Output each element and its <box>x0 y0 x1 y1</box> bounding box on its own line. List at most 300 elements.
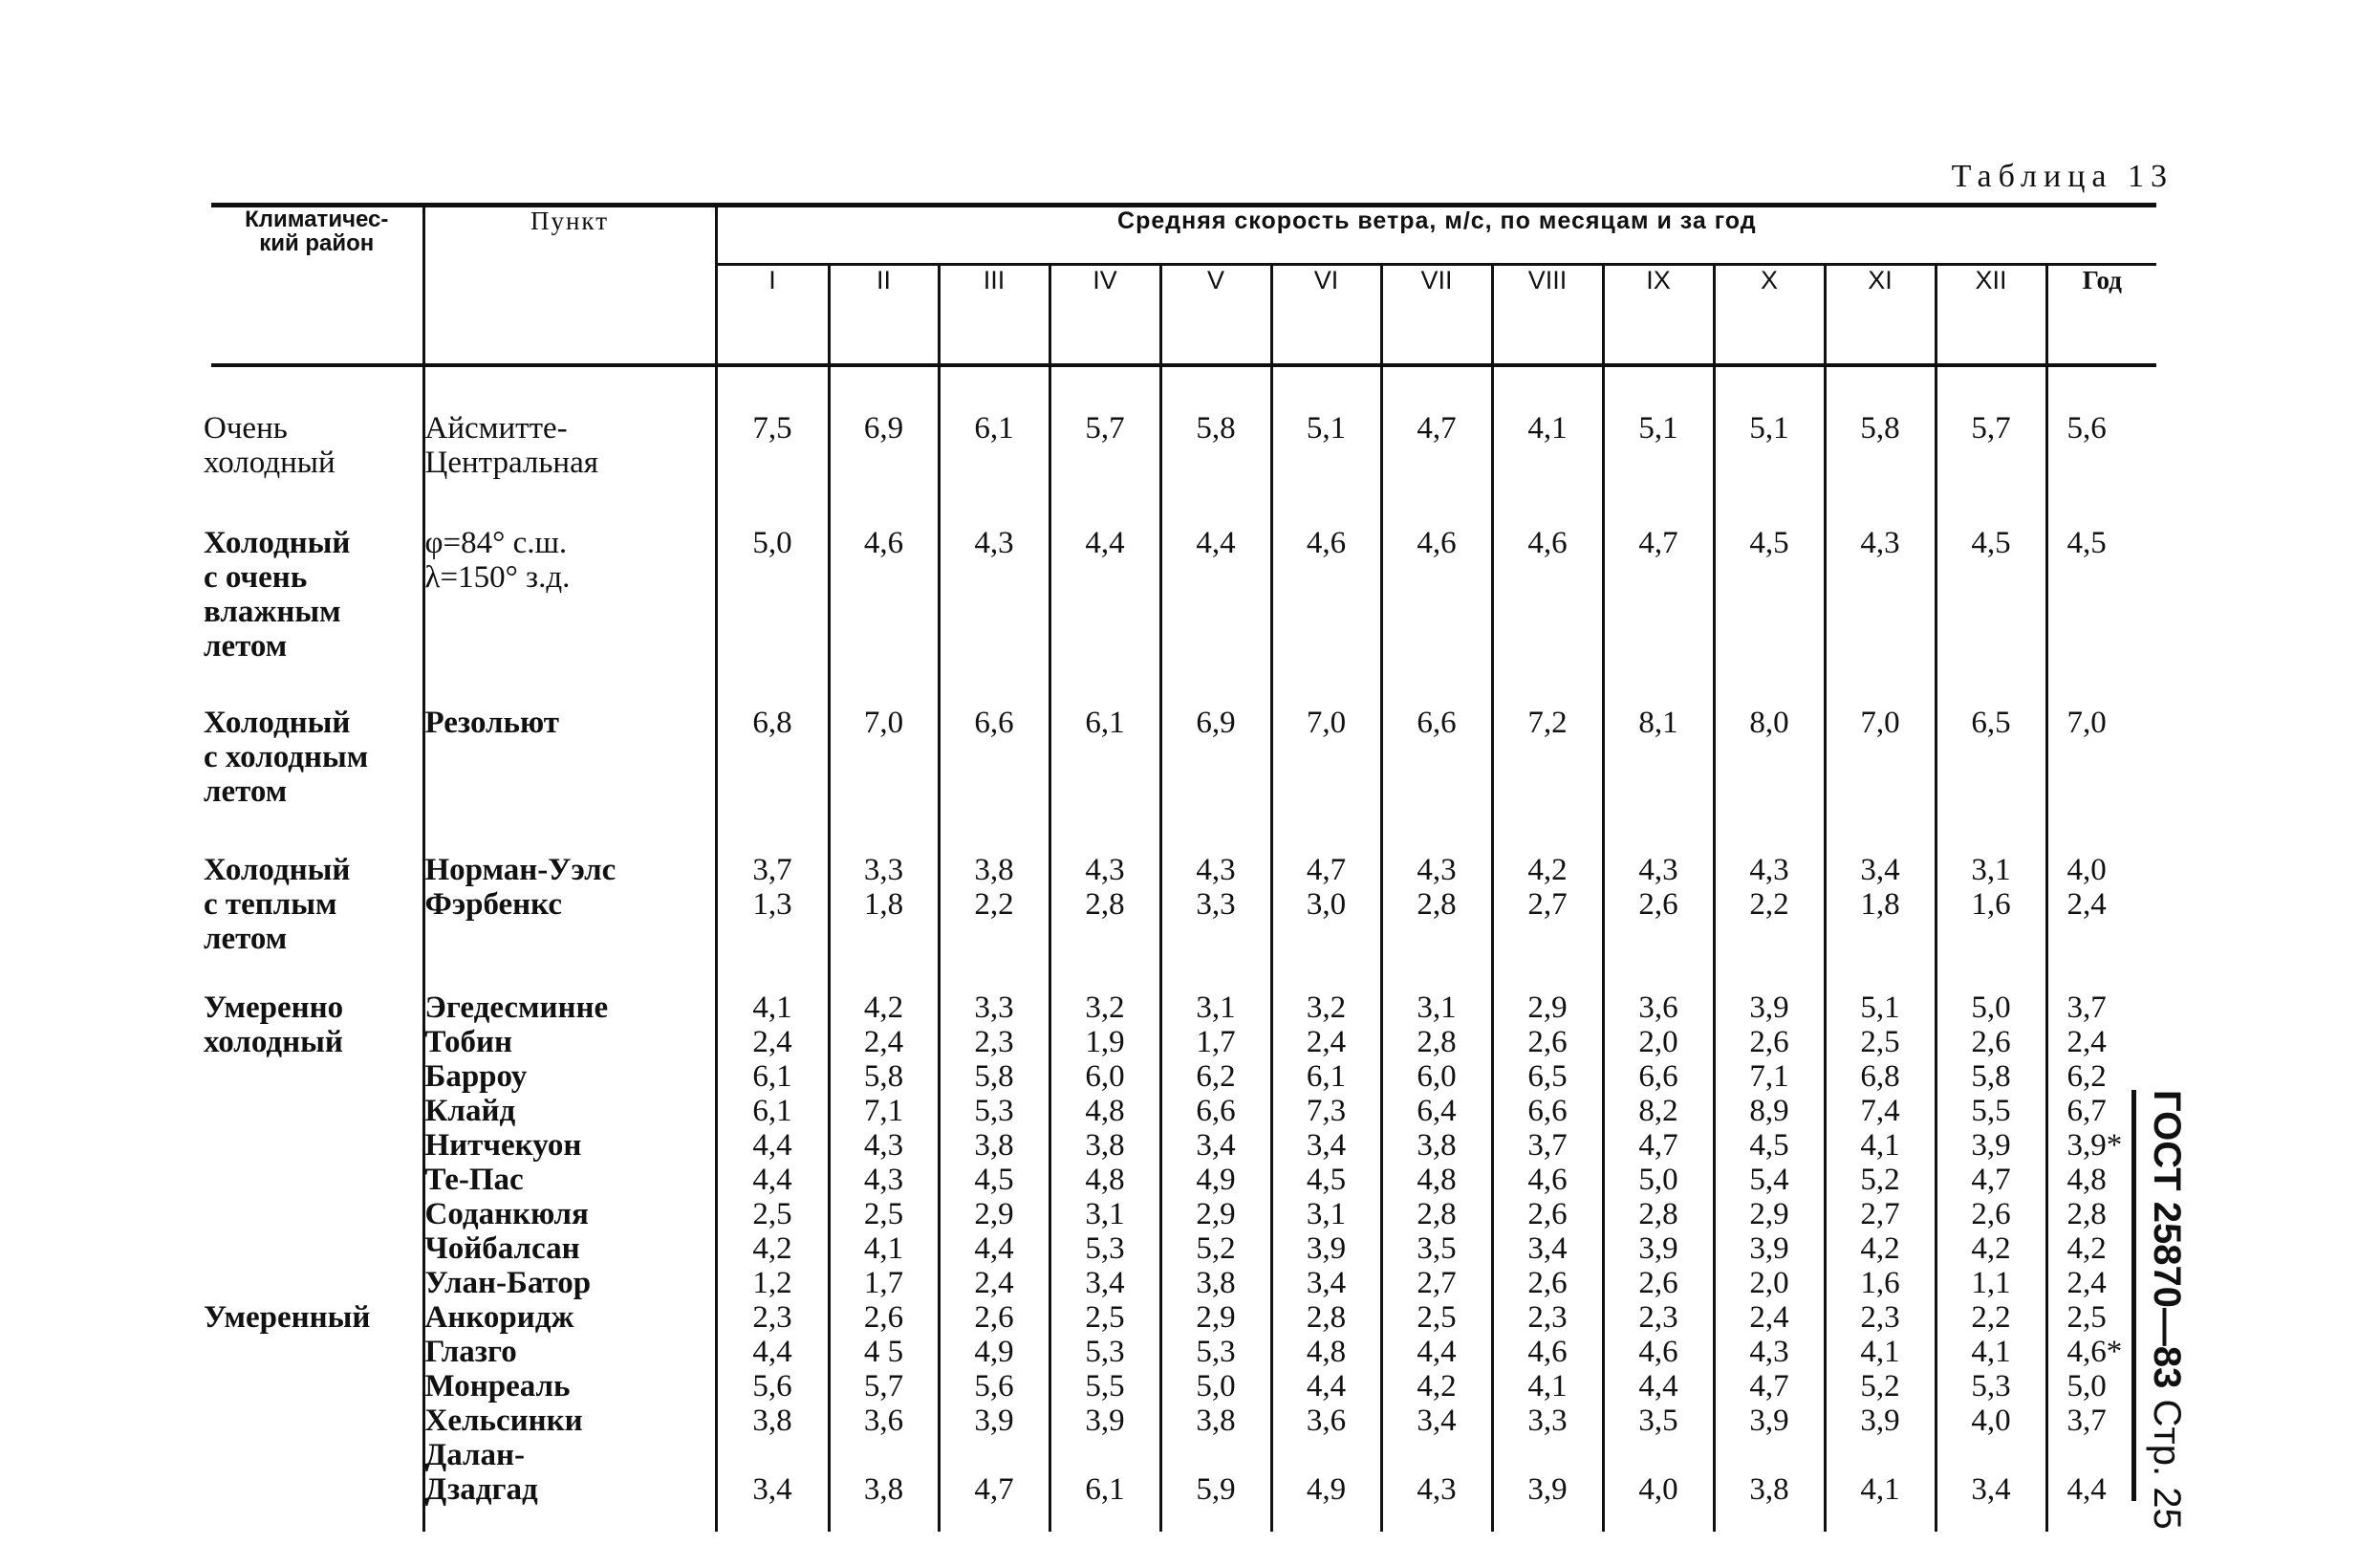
wind-value: 4,6 <box>1527 1163 1568 1197</box>
point-name: Монреаль <box>424 1369 571 1404</box>
value-cell <box>1603 809 1714 956</box>
wind-value: 3,9* <box>2066 1128 2123 1163</box>
value-cell <box>716 956 829 1532</box>
wind-value: 4,3 <box>1417 853 1457 887</box>
region-cell <box>204 365 423 480</box>
wind-value: 4,0 <box>2066 853 2107 887</box>
wind-value: 8,1 <box>1638 706 1678 740</box>
value-cell <box>1603 956 1714 1532</box>
wind-value <box>1162 1438 1270 1472</box>
wind-value: 5,7 <box>863 1369 904 1404</box>
wind-value: 4,4 <box>752 1128 792 1163</box>
wind-value: 1,8 <box>863 887 904 922</box>
wind-value <box>941 1438 1049 1472</box>
header-month: IX <box>1603 265 1714 366</box>
wind-value: 3,1 <box>1085 1197 1125 1231</box>
wind-value: 4,4 <box>752 1163 792 1197</box>
wind-value: 2,5 <box>863 1197 904 1231</box>
wind-value: 6,8 <box>752 706 792 740</box>
wind-value: 3,1 <box>1417 990 1457 1025</box>
wind-value: 2,8 <box>1417 887 1457 922</box>
wind-value: 6,8 <box>1860 1059 1900 1094</box>
wind-value: 3,3 <box>974 990 1014 1025</box>
wind-value: 2,8 <box>1417 1197 1457 1231</box>
wind-value: 5,1 <box>1306 411 1347 446</box>
wind-value: 4,7 <box>1306 853 1347 887</box>
wind-value: 4,7 <box>1971 1163 2011 1197</box>
wind-value <box>1383 1438 1491 1472</box>
wind-value: 4,2 <box>1527 853 1568 887</box>
wind-value: 3,4 <box>1306 1128 1347 1163</box>
wind-value <box>831 1438 938 1472</box>
wind-value: 3,4 <box>1306 1266 1347 1300</box>
region-label <box>204 1404 422 1438</box>
header-month: VI <box>1271 265 1381 366</box>
wind-value: 4,4 <box>1196 526 1236 560</box>
wind-value: 3,9 <box>1306 1231 1347 1266</box>
point-name: Фэрбенкс <box>424 887 563 922</box>
wind-value: 4,7 <box>1638 1128 1678 1163</box>
region-label: летом <box>204 774 288 809</box>
wind-value: 3,1 <box>1971 853 2011 887</box>
value-cell <box>1603 480 1714 664</box>
wind-value: 4,3 <box>1085 853 1125 887</box>
value-cell <box>1492 956 1603 1532</box>
table-row <box>211 809 2156 956</box>
wind-value: 4,1 <box>1527 411 1568 446</box>
wind-value: 5,6 <box>752 1369 792 1404</box>
wind-value: 4,4 <box>1306 1369 1347 1404</box>
value-cell <box>1049 664 1160 809</box>
wind-value: 7,0 <box>1306 706 1347 740</box>
wind-value: 3,9 <box>1527 1472 1568 1507</box>
point-cell <box>423 664 716 809</box>
wind-value: 4,1 <box>1527 1369 1568 1404</box>
table-row <box>211 480 2156 664</box>
wind-value: 4,8 <box>1306 1335 1347 1369</box>
region-label: Очень <box>204 411 288 446</box>
wind-value: 7,0 <box>1860 706 1900 740</box>
wind-value: 4,2 <box>1971 1231 2011 1266</box>
value-cell <box>1714 956 1825 1532</box>
region-cell <box>204 664 423 809</box>
wind-value: 5,8 <box>974 1059 1014 1094</box>
point-name: Анкоридж <box>424 1300 574 1335</box>
wind-value: 4,6 <box>1527 526 1568 560</box>
wind-value: 3,8 <box>1196 1404 1236 1438</box>
wind-value: 3,4 <box>1417 1404 1457 1438</box>
wind-value: 3,9 <box>1638 1231 1678 1266</box>
value-cell <box>939 809 1049 956</box>
value-cell <box>1936 365 2046 480</box>
wind-value: 4,4 <box>974 1231 1014 1266</box>
wind-value: 2,9 <box>1196 1197 1236 1231</box>
wind-value: 2,3 <box>752 1300 792 1335</box>
point-name: Далан- <box>424 1438 526 1472</box>
wind-value <box>1273 1438 1380 1472</box>
wind-value: 5,0 <box>752 526 792 560</box>
wind-value: 4,7 <box>1417 411 1457 446</box>
wind-value: 5,6 <box>974 1369 1014 1404</box>
wind-value: 2,7 <box>1860 1197 1900 1231</box>
wind-value: 4,5 <box>1749 1128 1789 1163</box>
wind-value: 4,6 <box>863 526 904 560</box>
wind-value <box>1827 1438 1935 1472</box>
wind-value: 6,9 <box>863 411 904 446</box>
wind-value: 2,9 <box>1749 1197 1789 1231</box>
wind-value <box>1494 1438 1602 1472</box>
value-cell <box>716 365 829 480</box>
value-cell <box>1825 664 1936 809</box>
wind-value: 3,2 <box>1306 990 1347 1025</box>
wind-value: 4,1 <box>1860 1472 1900 1507</box>
value-cell <box>829 664 939 809</box>
header-region-label: Климатичес- кий район <box>245 207 389 257</box>
header-point <box>423 206 716 366</box>
wind-value: 3,8 <box>1417 1128 1457 1163</box>
wind-value: 3,3 <box>1527 1404 1568 1438</box>
wind-speed-table <box>204 203 2156 1532</box>
wind-value: 5,2 <box>1196 1231 1236 1266</box>
value-cell <box>1603 664 1714 809</box>
value-cell <box>1160 365 1271 480</box>
value-cell <box>829 365 939 480</box>
wind-value: 7,2 <box>1527 706 1568 740</box>
wind-value: 6,6 <box>1417 706 1457 740</box>
table-row <box>211 664 2156 809</box>
wind-value: 6,1 <box>1085 706 1125 740</box>
value-cell <box>1936 664 2046 809</box>
wind-value: 3,6 <box>1306 1404 1347 1438</box>
value-cell <box>1381 365 1492 480</box>
wind-value: 4,4 <box>1085 526 1125 560</box>
wind-value: 3,4 <box>752 1472 792 1507</box>
table-row <box>211 956 2156 1532</box>
value-cell <box>2046 809 2156 956</box>
wind-value: 4,2 <box>2066 1231 2107 1266</box>
wind-value: 6,4 <box>1417 1094 1457 1128</box>
wind-value: 4,8 <box>2066 1163 2107 1197</box>
wind-value: 6,6 <box>974 706 1014 740</box>
point-name: Айсмитте- <box>424 411 568 446</box>
wind-value: 5,7 <box>1085 411 1125 446</box>
wind-value: 4,3 <box>1749 1335 1789 1369</box>
wind-value: 2,4 <box>974 1266 1014 1300</box>
wind-value: 3,9 <box>1860 1404 1900 1438</box>
wind-value: 2,9 <box>1527 990 1568 1025</box>
wind-value: 4,3 <box>1417 1472 1457 1507</box>
wind-value: 4,3 <box>863 1163 904 1197</box>
wind-value: 6,2 <box>1196 1059 1236 1094</box>
wind-value: 2,6 <box>1749 1025 1789 1059</box>
wind-value: 7,1 <box>1749 1059 1789 1094</box>
wind-value: 4,0 <box>1971 1404 2011 1438</box>
header-month: VII <box>1381 265 1492 366</box>
value-cell <box>1160 480 1271 664</box>
wind-value: 2,6 <box>1527 1266 1568 1300</box>
wind-value: 2,5 <box>1085 1300 1125 1335</box>
header-month: XII <box>1936 265 2046 366</box>
wind-value: 4,1 <box>752 990 792 1025</box>
wind-value: 2,6 <box>1527 1197 1568 1231</box>
point-name: Центральная <box>424 446 598 480</box>
wind-value: 4,8 <box>1417 1163 1457 1197</box>
value-cell <box>1271 480 1381 664</box>
wind-value: 4,3 <box>1196 853 1236 887</box>
wind-value: 2,3 <box>1638 1300 1678 1335</box>
wind-value: 3,4 <box>1971 1472 2011 1507</box>
point-name: Дзадгад <box>424 1472 538 1507</box>
wind-value: 5,3 <box>1196 1335 1236 1369</box>
wind-value: 5,3 <box>1085 1335 1125 1369</box>
wind-value: 3,9 <box>1749 1404 1789 1438</box>
region-label: влажным <box>204 595 341 629</box>
wind-value: 6,2 <box>2066 1059 2107 1094</box>
header-point-label: Пункт <box>530 207 609 235</box>
wind-value: 3,8 <box>752 1404 792 1438</box>
region-label: Холодный <box>204 853 351 887</box>
wind-value: 2,6 <box>1638 887 1678 922</box>
wind-value: 2,4 <box>2066 1025 2107 1059</box>
value-cell <box>1492 365 1603 480</box>
wind-value: 1,1 <box>1971 1266 2011 1300</box>
wind-value: 5,3 <box>1085 1231 1125 1266</box>
point-name: Соданкюля <box>424 1197 589 1231</box>
wind-value: 6,7 <box>2066 1094 2107 1128</box>
side-stamp <box>2131 1090 2194 1530</box>
header-month: III <box>939 265 1049 366</box>
point-cell <box>423 480 716 664</box>
wind-value: 2,4 <box>752 1025 792 1059</box>
value-cell <box>2046 664 2156 809</box>
wind-value: 3,9 <box>1971 1128 2011 1163</box>
header-group: Средняя скорость ветра, м/с, по месяцам и за год <box>716 206 2156 265</box>
wind-value: 3,8 <box>1085 1128 1125 1163</box>
region-cell <box>204 480 423 664</box>
point-name: Норман-Уэлс <box>424 853 617 887</box>
value-cell <box>1160 956 1271 1532</box>
value-cell <box>939 365 1049 480</box>
header-month: VIII <box>1492 265 1603 366</box>
point-name: Чойбалсан <box>424 1231 580 1266</box>
wind-value: 4,5 <box>2066 526 2107 560</box>
wind-value <box>1937 1438 2045 1472</box>
wind-value: 4,8 <box>1085 1094 1125 1128</box>
point-name: Улан-Батор <box>424 1266 592 1300</box>
region-label <box>204 1197 422 1231</box>
region-label: холодный <box>204 1025 343 1059</box>
wind-value: 5,8 <box>1971 1059 2011 1094</box>
wind-value: 4,3 <box>1638 853 1678 887</box>
header-month: XI <box>1825 265 1936 366</box>
wind-value <box>1716 1438 1824 1472</box>
wind-value: 4,7 <box>1638 526 1678 560</box>
wind-value: 2,8 <box>2066 1197 2107 1231</box>
wind-value: 2,8 <box>1417 1025 1457 1059</box>
value-cell <box>1825 956 1936 1532</box>
wind-value: 4,2 <box>863 990 904 1025</box>
value-cell <box>1936 956 2046 1532</box>
wind-value <box>1051 1438 1159 1472</box>
wind-value: 4,2 <box>1417 1369 1457 1404</box>
header-month: IV <box>1049 265 1160 366</box>
wind-value: 2,6 <box>974 1300 1014 1335</box>
region-label <box>204 1472 422 1507</box>
wind-value: 3,2 <box>1085 990 1125 1025</box>
wind-value: 4,2 <box>1860 1231 1900 1266</box>
wind-value: 4,1 <box>1860 1335 1900 1369</box>
wind-value: 3,6 <box>863 1404 904 1438</box>
value-cell <box>1825 480 1936 664</box>
wind-value: 2,7 <box>1527 887 1568 922</box>
region-label: Умеренный <box>204 1300 371 1335</box>
point-cell <box>423 365 716 480</box>
wind-value: 2,7 <box>1417 1266 1457 1300</box>
value-cell <box>1160 664 1271 809</box>
wind-value: 4,5 <box>1306 1163 1347 1197</box>
point-name: Тобин <box>424 1025 513 1059</box>
value-cell <box>1714 809 1825 956</box>
region-label <box>204 1335 422 1369</box>
wind-value: 3,8 <box>974 1128 1014 1163</box>
region-label <box>204 1266 422 1300</box>
value-cell <box>1492 664 1603 809</box>
wind-value: 3,5 <box>1638 1404 1678 1438</box>
wind-value: 2,5 <box>1860 1025 1900 1059</box>
wind-value: 2,4 <box>1306 1025 1347 1059</box>
wind-value: 3,9 <box>1085 1404 1125 1438</box>
wind-value: 1,9 <box>1085 1025 1125 1059</box>
wind-value: 1,6 <box>1971 887 2011 922</box>
wind-value: 5,2 <box>1860 1163 1900 1197</box>
wind-value: 5,8 <box>863 1059 904 1094</box>
wind-value: 4,1 <box>1971 1335 2011 1369</box>
wind-value: 4,6 <box>1638 1335 1678 1369</box>
wind-value: 5,6 <box>2066 411 2107 446</box>
point-name: Клайд <box>424 1094 516 1128</box>
wind-value: 4,3 <box>1749 853 1789 887</box>
value-cell <box>1271 809 1381 956</box>
wind-value: 3,3 <box>863 853 904 887</box>
value-cell <box>1381 956 1492 1532</box>
region-label: летом <box>204 922 288 956</box>
header-month: II <box>829 265 939 366</box>
wind-value: 3,4 <box>1085 1266 1125 1300</box>
wind-value: 5,1 <box>1638 411 1678 446</box>
wind-value: 1,6 <box>1860 1266 1900 1300</box>
value-cell <box>1492 809 1603 956</box>
wind-value: 1,2 <box>752 1266 792 1300</box>
wind-value: 4,9 <box>974 1335 1014 1369</box>
wind-value: 4 5 <box>863 1335 904 1369</box>
point-cell <box>423 956 716 1532</box>
wind-value: 4,3 <box>863 1128 904 1163</box>
value-cell <box>939 664 1049 809</box>
wind-value <box>1605 1438 1713 1472</box>
wind-value: 5,9 <box>1196 1472 1236 1507</box>
header-month: I <box>716 265 829 366</box>
wind-value: 2,6 <box>1971 1197 2011 1231</box>
wind-value: 5,3 <box>974 1094 1014 1128</box>
wind-value: 4,6* <box>2066 1335 2123 1369</box>
wind-value: 6,5 <box>1527 1059 1568 1094</box>
value-cell <box>716 480 829 664</box>
value-cell <box>939 480 1049 664</box>
wind-value: 5,5 <box>1085 1369 1125 1404</box>
wind-value: 5,0 <box>1196 1369 1236 1404</box>
wind-value: 3,9 <box>974 1404 1014 1438</box>
wind-value: 1,7 <box>1196 1025 1236 1059</box>
wind-value: 7,0 <box>863 706 904 740</box>
region-label: Холодный <box>204 526 351 560</box>
wind-value: 4,1 <box>1860 1128 1900 1163</box>
wind-value: 3,4 <box>1527 1231 1568 1266</box>
wind-value: 5,5 <box>1971 1094 2011 1128</box>
wind-value: 3,8 <box>863 1472 904 1507</box>
region-label <box>204 1438 422 1472</box>
wind-value: 2,0 <box>1638 1025 1678 1059</box>
point-name: Нитчекуон <box>424 1128 582 1163</box>
wind-value: 6,6 <box>1527 1094 1568 1128</box>
value-cell <box>1381 664 1492 809</box>
wind-value: 2,2 <box>974 887 1014 922</box>
wind-value: 5,1 <box>1749 411 1789 446</box>
wind-value: 2,6 <box>1527 1025 1568 1059</box>
wind-value: 3,8 <box>1749 1472 1789 1507</box>
value-cell <box>1271 956 1381 1532</box>
value-cell <box>1271 365 1381 480</box>
region-label: с теплым <box>204 887 337 922</box>
wind-value: 4,5 <box>1971 526 2011 560</box>
point-name: Хельсинки <box>424 1404 583 1438</box>
wind-value: 6,1 <box>752 1059 792 1094</box>
value-cell <box>2046 365 2156 480</box>
point-name: Резольют <box>424 706 559 740</box>
wind-value: 3,1 <box>1306 1197 1347 1231</box>
wind-value: 6,1 <box>752 1094 792 1128</box>
value-cell <box>1049 480 1160 664</box>
wind-value: 2,3 <box>1860 1300 1900 1335</box>
value-cell <box>1381 480 1492 664</box>
region-label <box>204 1059 422 1094</box>
wind-value: 3,0 <box>1306 887 1347 922</box>
wind-value: 6,1 <box>1085 1472 1125 1507</box>
wind-value: 1,3 <box>752 887 792 922</box>
value-cell <box>829 809 939 956</box>
wind-value: 4,3 <box>974 526 1014 560</box>
wind-value: 4,2 <box>752 1231 792 1266</box>
value-cell <box>1049 365 1160 480</box>
wind-value: 3,4 <box>1860 853 1900 887</box>
stamp-doc: ГОСТ 25870—83 <box>2146 1090 2188 1389</box>
wind-value: 5,2 <box>1860 1369 1900 1404</box>
point-name: Те-Пас <box>424 1163 524 1197</box>
wind-value: 6,9 <box>1196 706 1236 740</box>
wind-value: 5,1 <box>1860 990 1900 1025</box>
wind-value: 2,4 <box>2066 887 2107 922</box>
wind-value: 2,0 <box>1749 1266 1789 1300</box>
wind-value: 8,2 <box>1638 1094 1678 1128</box>
value-cell <box>716 809 829 956</box>
wind-value: 4,9 <box>1196 1163 1236 1197</box>
wind-value: 4,4 <box>1417 1335 1457 1369</box>
value-cell <box>1160 809 1271 956</box>
value-cell <box>1714 480 1825 664</box>
wind-value: 6,0 <box>1417 1059 1457 1094</box>
wind-value: 2,9 <box>974 1197 1014 1231</box>
wind-value: 3,8 <box>974 853 1014 887</box>
value-cell <box>829 480 939 664</box>
